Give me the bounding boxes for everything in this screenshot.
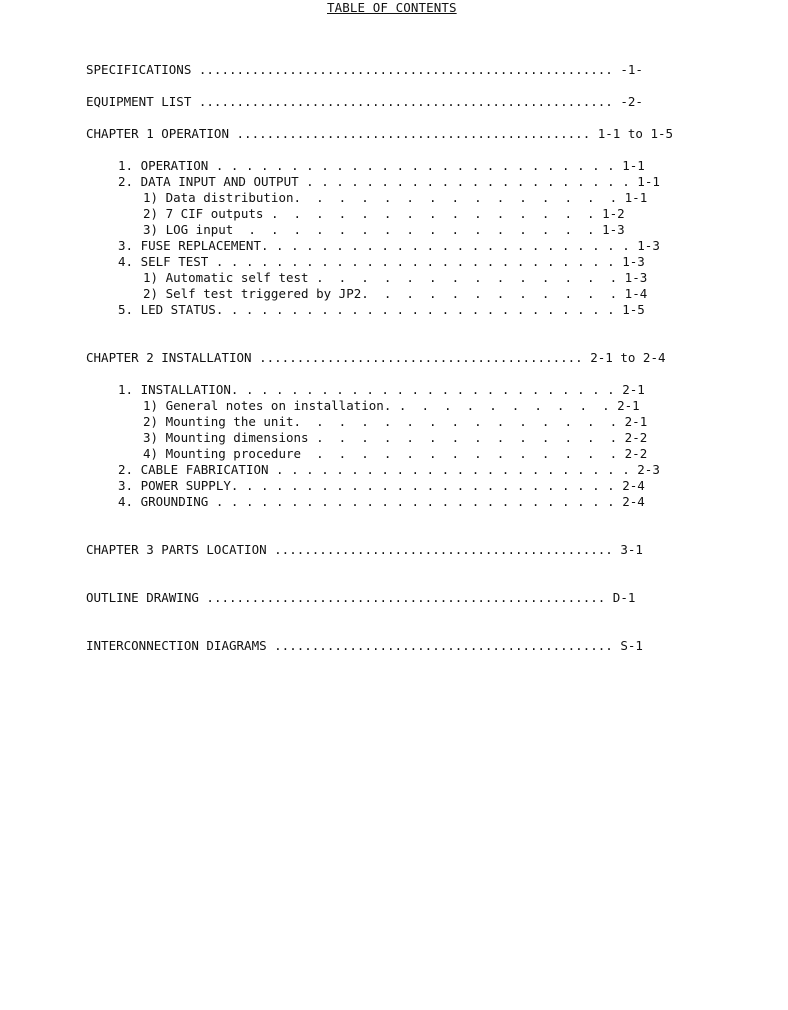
toc-label: 3) Mounting dimensions (143, 430, 309, 445)
toc-entry (118, 158, 645, 174)
toc-label: 4. SELF TEST (118, 254, 209, 269)
toc-entry (143, 414, 647, 430)
toc-label: 1. INSTALLATION. (118, 382, 239, 397)
toc-page-number: 1-5 (614, 302, 645, 317)
toc-leader: . . . . . . . . . . . . . . (301, 414, 618, 429)
toc-leader: ....................................................... (191, 94, 613, 109)
toc-entry (143, 206, 625, 222)
toc-entry (118, 494, 645, 510)
toc-page-number: D-1 (605, 590, 636, 605)
toc-entry (143, 430, 647, 446)
toc-label: SPECIFICATIONS (86, 62, 192, 77)
toc-leader: . . . . . . . . . . . . . . (301, 190, 618, 205)
toc-label: EQUIPMENT LIST (86, 94, 192, 109)
toc-entry-interconnection-diagrams (86, 638, 643, 654)
toc-entry-chapter-2 (86, 350, 666, 366)
toc-label: 1) Data distribution. (143, 190, 302, 205)
toc-leader: . . . . . . . . . . . . . . . . . . . . . . . . . (238, 478, 615, 493)
toc-entry (143, 286, 647, 302)
toc-entry (118, 478, 645, 494)
toc-page-number: 1-1 to 1-5 (590, 126, 674, 141)
toc-page-number: -2- (612, 94, 643, 109)
toc-leader: ....................................................... (191, 62, 613, 77)
toc-entry (143, 222, 625, 238)
toc-leader: . . . . . . . . . . . . . . . . . . . . . . . . . . (223, 302, 615, 317)
toc-page-number: 3-1 (612, 542, 643, 557)
toc-entry (118, 462, 660, 478)
toc-leader: . . . . . . . . . . . . . . (301, 446, 618, 461)
toc-entry (143, 446, 647, 462)
toc-entry-specifications (86, 62, 643, 78)
toc-entry-chapter-1 (86, 126, 673, 142)
toc-leader: . . . . . . . . . . (391, 398, 610, 413)
toc-leader: . . . . . . . . . . . (368, 286, 618, 301)
toc-page-number: 2-2 (617, 446, 648, 461)
toc-leader: ............................................. (266, 542, 613, 557)
toc-label: 1) Automatic self test (143, 270, 309, 285)
toc-leader: . . . . . . . . . . . . . . . . . . . . . . . . . . . (208, 158, 615, 173)
toc-leader: ........................................... (251, 350, 583, 365)
toc-leader: . . . . . . . . . . . . . . . . . . . . . . (298, 174, 630, 189)
toc-leader: ............................................... (229, 126, 591, 141)
toc-entry (118, 382, 645, 398)
toc-page-number: 1-3 (629, 238, 660, 253)
toc-label: INTERCONNECTION DIAGRAMS (86, 638, 267, 653)
toc-label: 2. CABLE FABRICATION (118, 462, 269, 477)
toc-leader: . . . . . . . . . . . . . . . . . . . . . . . . (268, 462, 630, 477)
toc-label: CHAPTER 1 OPERATION (86, 126, 229, 141)
toc-entry (118, 238, 660, 254)
toc-label: CHAPTER 3 PARTS LOCATION (86, 542, 267, 557)
toc-label: 5. LED STATUS. (118, 302, 224, 317)
toc-label: OUTLINE DRAWING (86, 590, 199, 605)
toc-page-number: 2-4 (614, 478, 645, 493)
toc-page-number: 1-1 (614, 158, 645, 173)
toc-page-number: 1-3 (617, 270, 648, 285)
toc-page-number: S-1 (612, 638, 643, 653)
toc-leader: ..................................................... (198, 590, 606, 605)
toc-leader: . . . . . . . . . . . . . . . . . . . . . . . . (268, 238, 630, 253)
toc-page-number: 2-2 (617, 430, 648, 445)
toc-label: 2. DATA INPUT AND OUTPUT (118, 174, 299, 189)
toc-entry (118, 254, 645, 270)
toc-entry (118, 302, 645, 318)
toc-leader: . . . . . . . . . . . . . . (308, 270, 618, 285)
toc-page-number: 2-1 (614, 382, 645, 397)
toc-leader: . . . . . . . . . . . . . . . . . . . . . . . . . (238, 382, 615, 397)
toc-label: 4. GROUNDING (118, 494, 209, 509)
toc-leader: . . . . . . . . . . . . . . . . (233, 222, 595, 237)
toc-entry (118, 174, 660, 190)
toc-label: 3. FUSE REPLACEMENT. (118, 238, 269, 253)
toc-page-number: 2-4 (614, 494, 645, 509)
toc-entry (143, 398, 640, 414)
toc-page-number: 1-4 (617, 286, 648, 301)
toc-page-number: 1-3 (614, 254, 645, 269)
page-title: TABLE OF CONTENTS (327, 0, 457, 15)
toc-page-number: 1-1 (617, 190, 648, 205)
toc-page-number: -1- (612, 62, 643, 77)
toc-page-number: 2-1 (617, 414, 648, 429)
toc-leader: . . . . . . . . . . . . . . (308, 430, 618, 445)
toc-page-number: 2-1 to 2-4 (582, 350, 666, 365)
toc-label: 1. OPERATION (118, 158, 209, 173)
toc-label: 2) 7 CIF outputs (143, 206, 264, 221)
toc-entry-outline-drawing (86, 590, 635, 606)
toc-label: 3. POWER SUPPLY. (118, 478, 239, 493)
toc-page-number: 1-2 (594, 206, 625, 221)
toc-label: 3) LOG input (143, 222, 234, 237)
toc-page-number: 1-1 (629, 174, 660, 189)
toc-leader: . . . . . . . . . . . . . . . (263, 206, 595, 221)
toc-entry (143, 270, 647, 286)
toc-label: CHAPTER 2 INSTALLATION (86, 350, 252, 365)
toc-leader: . . . . . . . . . . . . . . . . . . . . . . . . . . . (208, 254, 615, 269)
toc-label: 2) Self test triggered by JP2. (143, 286, 369, 301)
toc-label: 4) Mounting procedure (143, 446, 302, 461)
toc-entry-chapter-3 (86, 542, 643, 558)
toc-page-number: 1-3 (594, 222, 625, 237)
toc-leader: . . . . . . . . . . . . . . . . . . . . . . . . . . . (208, 494, 615, 509)
toc-entry (143, 190, 647, 206)
toc-page-number: 2-1 (609, 398, 640, 413)
toc-label: 1) General notes on installation. (143, 398, 392, 413)
toc-page-number: 2-3 (629, 462, 660, 477)
toc-label: 2) Mounting the unit. (143, 414, 302, 429)
toc-leader: ............................................. (266, 638, 613, 653)
toc-entry-equipment-list (86, 94, 643, 110)
